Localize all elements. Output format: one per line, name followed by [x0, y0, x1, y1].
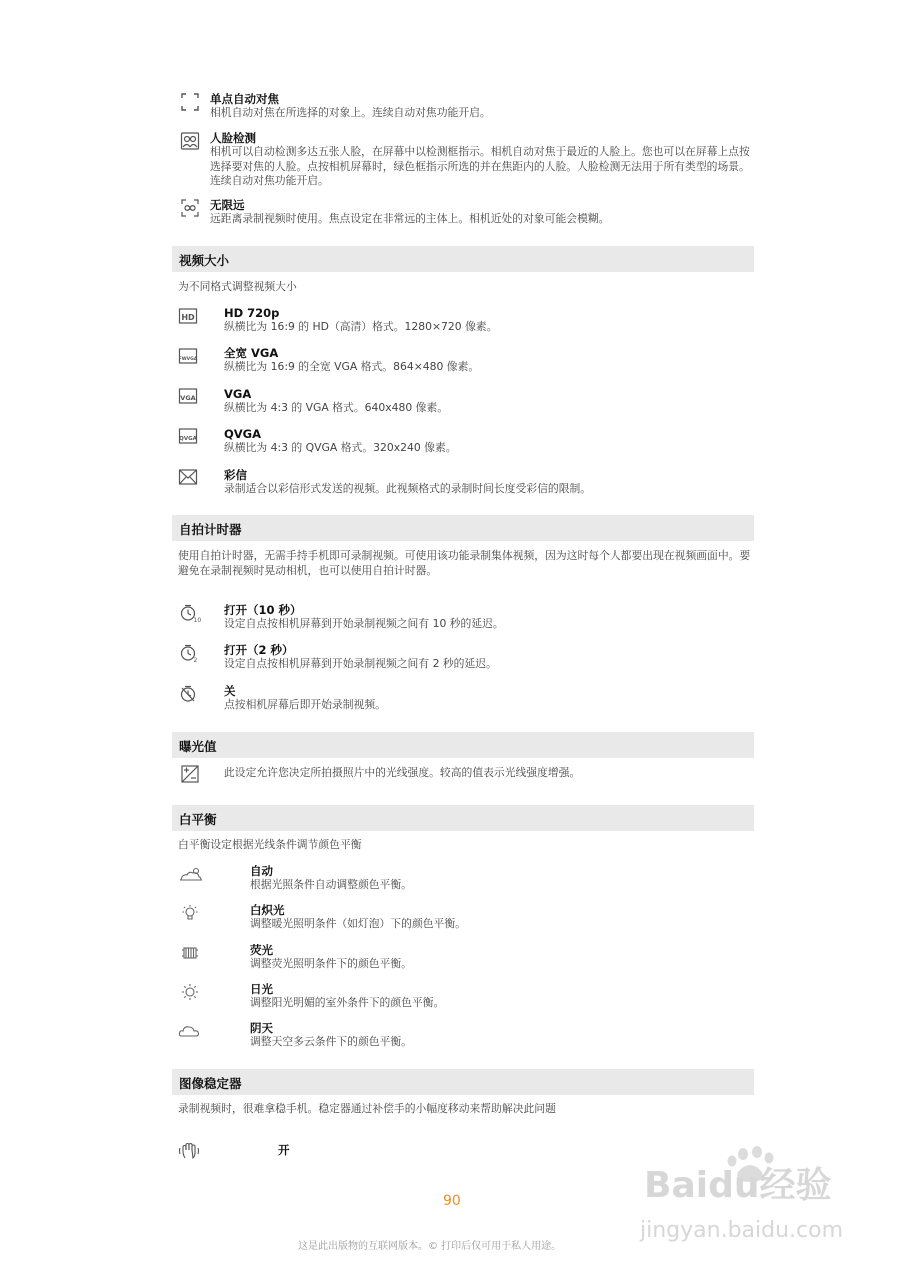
item-desc: 录制适合以彩信形式发送的视频。此视频格式的录制时间长度受彩信的限制。 [224, 482, 592, 495]
daylight-icon [180, 982, 200, 1002]
timer-2-icon [178, 643, 198, 663]
item-title: VGA [224, 387, 252, 401]
svg-text:VGA: VGA [180, 394, 196, 402]
item-title: 自动 [250, 864, 273, 878]
section-intro: 白平衡设定根据光线条件调节颜色平衡 [178, 838, 362, 851]
item-title: 打开（2 秒） [224, 643, 294, 657]
item-title: 彩信 [224, 468, 247, 482]
footer-note: 这是此出版物的互联网版本。© 打印后仅可用于私人用途。 [298, 1241, 562, 1252]
item-desc: 根据光照条件自动调整颜色平衡。 [250, 878, 412, 891]
watermark-url: jingyan.baidu.com [640, 1218, 844, 1243]
cloudy-icon [178, 1021, 200, 1041]
timer-off-icon [178, 684, 198, 704]
page-number: 90 [443, 1193, 461, 1209]
item-desc: 调整天空多云条件下的颜色平衡。 [250, 1035, 412, 1048]
item-desc: 远距离录制视频时使用。焦点设定在非常远的主体上。相机近处的对象可能会模糊。 [210, 212, 610, 225]
section-title: 视频大小 [179, 253, 230, 268]
item-desc: 此设定允许您决定所拍摄照片中的光线强度。较高的值表示光线强度增强。 [224, 766, 581, 779]
item-title: 开 [278, 1143, 290, 1157]
item-title: 阴天 [250, 1021, 273, 1035]
item-desc: 设定自点按相机屏幕到开始录制视频之间有 2 秒的延迟。 [224, 657, 497, 670]
section-header-white-balance [172, 805, 754, 831]
infinity-icon [180, 198, 200, 218]
qvga-icon [178, 426, 198, 446]
section-title: 自拍计时器 [179, 522, 242, 537]
item-title: 全宽 VGA [224, 346, 279, 360]
fwvga-icon [178, 346, 198, 366]
hand-icon [178, 1141, 202, 1161]
exposure-icon [180, 764, 200, 784]
section-header-image-stabilizer [172, 1069, 754, 1095]
section-intro: 使用自拍计时器，无需手持手机即可录制视频。可使用该功能录制集体视频，因为这时每个人都要出现在视频画面中。要避免在录制视频时晃动相机，也可以使用自拍计时器。 [178, 549, 751, 577]
item-desc: 纵横比为 16:9 的 HD（高清）格式。1280×720 像素。 [224, 320, 498, 333]
section-header-video-size [172, 246, 754, 272]
vga-icon [178, 386, 198, 406]
item-desc: 点按相机屏幕后即开始录制视频。 [224, 698, 386, 711]
incandescent-icon [180, 903, 200, 923]
svg-text:HD: HD [181, 313, 195, 322]
item-title: 白炽光 [250, 903, 285, 917]
item-desc: 纵横比为 4:3 的 VGA 格式。640x480 像素。 [224, 401, 449, 414]
section-header-self-timer [172, 515, 754, 541]
item-desc: 相机可以自动检测多达五张人脸，在屏幕中以检测框指示。相机自动对焦于最近的人脸上。您也可以在屏幕上点按选择要对焦的人脸。点按相机屏幕时，绿色框指示所选的并在焦距内的人脸。人脸检测无法用于所有类型的场景。连续自动对焦功能开启。 [210, 145, 750, 187]
item-title: 荧光 [250, 943, 273, 957]
svg-text:FWVGA: FWVGA [178, 357, 198, 362]
svg-text:2: 2 [193, 657, 198, 664]
item-title: 日光 [250, 982, 273, 996]
svg-text:10: 10 [193, 617, 202, 624]
item-title: 打开（10 秒） [224, 603, 302, 617]
item-title: 人脸检测 [210, 131, 256, 145]
item-title: 无限远 [210, 198, 245, 212]
item-title: HD 720p [224, 306, 280, 320]
wb-auto-icon [178, 864, 204, 884]
baidu-watermark [640, 1146, 870, 1256]
timer-10-icon [178, 603, 202, 624]
item-desc: 调整阳光明媚的室外条件下的颜色平衡。 [250, 996, 445, 1009]
item-desc: 设定自点按相机屏幕到开始录制视频之间有 10 秒的延迟。 [224, 617, 504, 630]
face-detect-icon [180, 131, 200, 151]
item-desc: 调整荧光照明条件下的颜色平衡。 [250, 957, 412, 970]
item-desc: 纵横比为 4:3 的 QVGA 格式。320x240 像素。 [224, 441, 457, 454]
watermark-logo: Baidu经验 [644, 1165, 832, 1206]
item-desc: 相机自动对焦在所选择的对象上。连续自动对焦功能开启。 [210, 106, 491, 119]
hd-icon [178, 306, 198, 326]
item-desc: 纵横比为 16:9 的全宽 VGA 格式。864×480 像素。 [224, 360, 480, 373]
item-title: 关 [224, 684, 236, 698]
section-title: 图像稳定器 [179, 1076, 242, 1091]
section-intro: 为不同格式调整视频大小 [178, 280, 297, 293]
item-title: QVGA [224, 427, 262, 441]
section-header-exposure [172, 732, 754, 758]
svg-text:QVGA: QVGA [179, 436, 197, 442]
mms-icon [178, 467, 198, 487]
section-title: 白平衡 [179, 812, 217, 827]
fluorescent-icon [180, 943, 200, 963]
item-title: 单点自动对焦 [210, 92, 279, 106]
section-intro: 录制视频时，很难拿稳手机。稳定器通过补偿手的小幅度移动来帮助解决此问题 [178, 1102, 556, 1115]
section-title: 曝光值 [179, 739, 217, 754]
item-desc: 调整暖光照明条件（如灯泡）下的颜色平衡。 [250, 917, 466, 930]
single-focus-icon [180, 92, 200, 112]
